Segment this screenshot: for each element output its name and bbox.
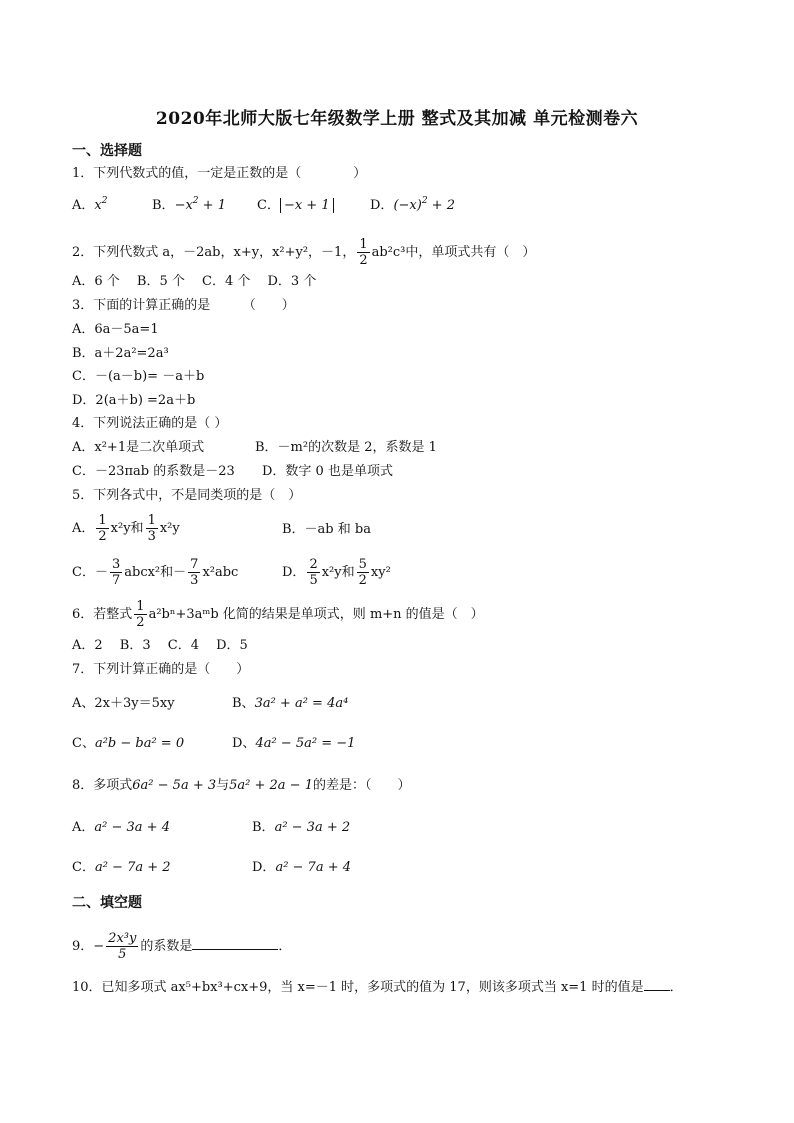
question-1-option-d: D．$(-x)^2 + 2$ <box>370 196 455 213</box>
question-1-option-a: A．$x^2$ <box>72 196 108 213</box>
question-10: 10．已知多项式 ax⁵+bx³+cx+9，当 x=－1 时，多项式的值为 17，则该多项式当 x=1 时的值是 ． <box>72 980 683 995</box>
question-3-stem: 3．下面的计算正确的是 （ ） <box>72 298 295 313</box>
fraction: $\frac{1}{2}$ <box>136 599 145 630</box>
question-4-stem: 4．下列说法正确的是（ ） <box>72 416 228 431</box>
question-3-option-d: D．2(a＋b) =2a＋b <box>72 393 196 408</box>
fraction: $\frac{3}{7}$ <box>111 557 121 588</box>
question-1-stem: 1．下列代数式的值，一定是正数的是（ ） <box>72 166 367 181</box>
question-2-stem: 2．下列代数式 a，－2ab，x+y，x²+y²，－1， $\frac{1}{2}$ ab²c³中，单项式共有（ ） <box>72 237 536 268</box>
fraction: $\frac{1}{2}$ <box>98 513 107 544</box>
fraction: $\frac{\text{2x³y}}{5}$ <box>108 931 137 962</box>
question-4-option-d: D．数字 0 也是单项式 <box>262 464 393 479</box>
fraction: $\frac{2}{5}$ <box>309 557 318 588</box>
answer-blank[interactable] <box>192 937 278 950</box>
question-5-option-c: C．－ $\frac{3}{7}$ abcx²和－ $\frac{7}{3}$ x²abc <box>72 557 239 588</box>
answer-blank[interactable] <box>644 978 670 991</box>
question-7-option-d: D、4a² − 5a² = −1 <box>232 736 356 751</box>
page-title: 2020年北师大版七年级数学上册 整式及其加减 单元检测卷六 <box>155 109 639 129</box>
fraction: $\frac{7}{3}$ <box>190 557 199 588</box>
question-4-option-b: B．－m²的次数是 2，系数是 1 <box>255 440 437 455</box>
question-8-option-b: B．a² − 3a + 2 <box>252 820 351 835</box>
fraction: $\frac{5}{2}$ <box>358 557 367 588</box>
fraction: $\frac{1}{3}$ <box>147 513 156 544</box>
question-5-option-d: D． $\frac{2}{5}$ x²y和 $\frac{5}{2}$ xy² <box>282 557 391 588</box>
question-2-options: A．6 个 B．5 个 C．4 个 D．3 个 <box>72 274 317 289</box>
question-7-option-b: B、3a² + a² = 4a⁴ <box>232 696 349 711</box>
question-5-option-a: A． $\frac{1}{2}$ x²y和 $\frac{1}{3}$ x²y <box>72 513 180 544</box>
section-heading-fill: 二、填空题 <box>72 895 142 911</box>
question-8-option-a: A．a² − 3a + 4 <box>72 820 170 835</box>
question-1-option-b: B．$-x^2 + 1$ <box>152 196 226 213</box>
question-3-option-c: C．－(a－b)= －a＋b <box>72 369 205 384</box>
question-7-option-a: A、2x＋3y＝5xy <box>72 696 175 711</box>
question-8-option-c: C．a² − 7a + 2 <box>72 860 171 875</box>
question-3-option-b: B．a＋2a²=2a³ <box>72 346 169 361</box>
question-5-option-b: B．－ab 和 ba <box>282 522 371 537</box>
question-7-stem: 7．下列计算正确的是（ ） <box>72 662 250 677</box>
question-6-stem: 6．若整式 $\frac{1}{2}$ a²bⁿ+3aᵐb 化简的结果是单项式，则 m+n 的值是（ ） <box>72 599 484 630</box>
question-7-option-c: C、a²b − ba² = 0 <box>72 736 185 751</box>
question-4-option-c: C．－23πab 的系数是－23 <box>72 464 235 479</box>
section-heading-choice: 一、选择题 <box>72 143 142 159</box>
question-8-option-d: D．a² − 7a + 4 <box>252 860 352 875</box>
question-1-option-c: C． −x + 1 <box>257 196 334 216</box>
question-3-option-a: A．6a－5a=1 <box>72 322 159 337</box>
question-9: 9．− $\frac{\text{2x³y}}{5}$ 的系数是 ． <box>72 931 292 962</box>
fraction: $\frac{1}{2}$ <box>359 237 368 268</box>
question-5-stem: 5．下列各式中，不是同类项的是（ ） <box>72 488 302 503</box>
question-4-option-a: A．x²+1是二次单项式 <box>72 440 205 455</box>
question-8-stem: 8．多项式6a² − 5a + 3与5a² + 2a − 1的差是：（ ） <box>72 778 411 793</box>
question-6-options: A．2 B．3 C．4 D．5 <box>72 638 248 653</box>
